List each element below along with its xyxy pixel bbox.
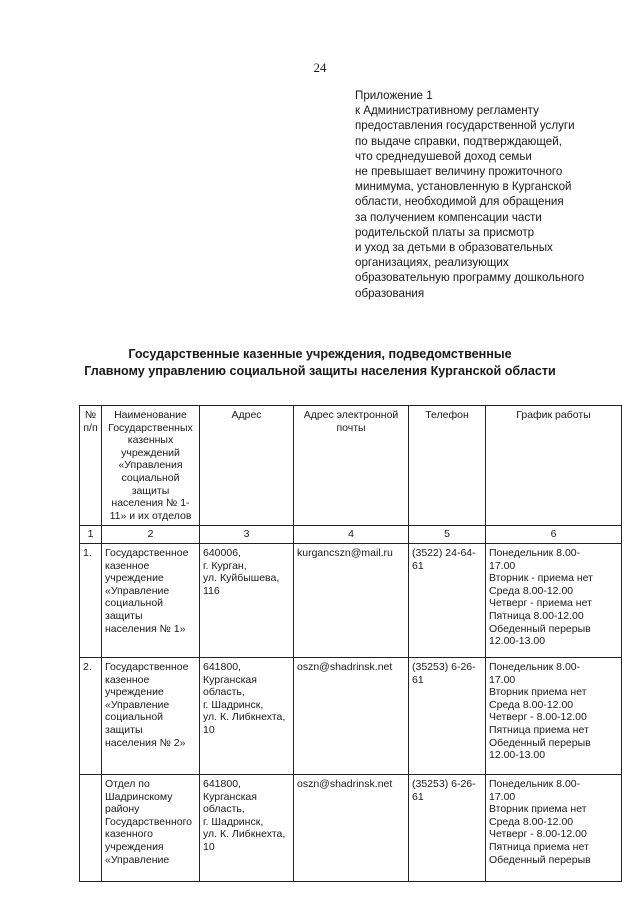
cell-line: Среда 8.00-12.00 xyxy=(489,815,574,828)
cell-line: г. Шадринск, xyxy=(203,815,264,828)
cell-line: Шадринскому xyxy=(105,790,173,803)
cell-line: защиты xyxy=(105,609,143,622)
cell-line: казенное xyxy=(105,559,150,572)
header-address xyxy=(200,406,294,526)
cell-line: Понедельник 8.00- xyxy=(489,777,581,790)
phone-cell xyxy=(409,657,486,774)
header-line: 11» и их отделов xyxy=(109,509,192,522)
appendix-line: минимума, установленную в Курганской xyxy=(355,180,572,194)
appendix-line: организациях, реализующих xyxy=(355,256,509,270)
header-line: социальной xyxy=(121,471,180,484)
cell-line: Пятница 8.00-12.00 xyxy=(489,609,584,622)
appendix-note xyxy=(355,88,625,301)
row-number-cell xyxy=(80,774,102,881)
cell-line: Среда 8.00-12.00 xyxy=(489,584,574,597)
header-line: Государственных xyxy=(108,421,193,434)
offices-table xyxy=(79,405,622,882)
header-line: учреждений xyxy=(121,446,180,459)
cell-line: (35253) 6-26- xyxy=(412,777,476,790)
cell-line: социальной xyxy=(105,711,164,724)
cell-line: Обеденный перерыв xyxy=(489,736,591,749)
cell-line: защиты xyxy=(105,723,143,736)
phone-cell xyxy=(409,774,486,881)
header-line: населения № 1- xyxy=(111,497,190,510)
header-email xyxy=(294,406,409,526)
cell-line: 641800, xyxy=(203,660,241,673)
cell-line: казенного xyxy=(105,828,153,841)
appendix-line: образовательную программу дошкольного xyxy=(355,271,585,285)
appendix-line: не превышает величину прожиточного xyxy=(355,165,563,179)
column-number: 1 xyxy=(80,526,102,544)
cell-line: 17.00 xyxy=(489,673,516,686)
cell-line: населения № 1» xyxy=(105,622,186,635)
cell-line: 116 xyxy=(203,584,220,597)
schedule-cell xyxy=(486,657,622,774)
cell-line: Государственное xyxy=(105,546,189,559)
cell-line: учреждение xyxy=(105,572,164,585)
column-number: 2 xyxy=(102,526,200,544)
column-number: 5 xyxy=(409,526,486,544)
cell-line: Курганская xyxy=(203,673,257,686)
appendix-line: к Административному регламенту xyxy=(355,104,539,118)
appendix-line: родительской платы за присмотр xyxy=(355,225,535,239)
appendix-line: что среднедушевой доход семьи xyxy=(355,149,532,163)
cell-line: социальной xyxy=(105,597,164,610)
institution-name-cell xyxy=(102,657,200,774)
header-line: казенных xyxy=(127,434,174,447)
institution-name-cell xyxy=(102,543,200,657)
table-title-line: Государственные казенные учреждения, подведомственные xyxy=(128,347,512,361)
row-number-cell: 1. xyxy=(80,543,102,657)
column-number: 4 xyxy=(294,526,409,544)
cell-line: (3522) 24-64- xyxy=(412,546,476,559)
email-cell: oszn@shadrinsk.net xyxy=(294,657,409,774)
cell-line: ул. Куйбышева, xyxy=(203,572,280,585)
appendix-line: Приложение 1 xyxy=(355,89,433,102)
header-line: п/п xyxy=(83,421,98,434)
cell-line: 10 xyxy=(203,723,215,736)
column-number: 3 xyxy=(200,526,294,544)
appendix-line: за получением компенсации части xyxy=(355,210,542,224)
cell-line: ул. К. Либкнехта, xyxy=(203,711,286,724)
header-name xyxy=(102,406,200,526)
header-line: «Управления xyxy=(118,459,183,472)
page-number: 24 xyxy=(313,60,327,75)
cell-line: казенное xyxy=(105,673,150,686)
cell-line: Государственное xyxy=(105,660,189,673)
appendix-line: по выдаче справки, подтверждающей, xyxy=(355,134,562,148)
cell-line: 640006, xyxy=(203,546,241,559)
cell-line: 61 xyxy=(412,559,424,572)
cell-line: 17.00 xyxy=(489,790,516,803)
column-number: 6 xyxy=(486,526,622,544)
cell-line: 61 xyxy=(412,673,424,686)
cell-line: Пятница приема нет xyxy=(489,840,589,853)
table-title xyxy=(0,346,640,380)
cell-line: г. Шадринск, xyxy=(203,698,264,711)
cell-line: Вторник приема нет xyxy=(489,803,587,816)
cell-line: району xyxy=(105,803,140,816)
table-row xyxy=(80,774,622,881)
cell-line: 10 xyxy=(203,840,215,853)
appendix-line: и уход за детьми в образовательных xyxy=(355,241,553,255)
cell-line: «Управление xyxy=(105,853,170,866)
schedule-cell xyxy=(486,774,622,881)
header-num xyxy=(80,406,102,526)
table-row xyxy=(80,543,622,657)
header-line: Адрес электронной xyxy=(303,409,399,421)
cell-line: Четверг - приема нет xyxy=(489,597,592,610)
cell-line: Курганская xyxy=(203,790,257,803)
appendix-line: предоставления государственной услуги xyxy=(355,119,575,133)
cell-line: Отдел по xyxy=(105,777,150,790)
column-number-row xyxy=(80,526,622,544)
table-title-line: Главному управлению социальной защиты населения Курганской области xyxy=(84,364,556,378)
header-phone xyxy=(409,406,486,526)
appendix-line: области, необходимой для обращения xyxy=(355,195,564,209)
header-line: Наименование xyxy=(114,409,187,421)
cell-line: Понедельник 8.00- xyxy=(489,546,581,559)
header-line: № xyxy=(84,409,97,421)
email-cell: kurgancszn@mail.ru xyxy=(294,543,409,657)
cell-line: 641800, xyxy=(203,777,241,790)
cell-line: «Управление xyxy=(105,698,170,711)
schedule-cell xyxy=(486,543,622,657)
cell-line: Вторник приема нет xyxy=(489,686,587,699)
header-line: почты xyxy=(336,421,366,434)
header-schedule xyxy=(486,406,622,526)
table-header-row xyxy=(80,406,622,526)
appendix-line: образования xyxy=(355,286,425,300)
cell-line: 12.00-13.00 xyxy=(489,749,546,762)
table-row xyxy=(80,657,622,774)
cell-line: Государственного xyxy=(105,815,193,828)
header-line: Телефон xyxy=(425,409,469,421)
cell-line: Обеденный перерыв xyxy=(489,853,591,866)
header-line: График работы xyxy=(516,409,591,421)
cell-line: учреждение xyxy=(105,686,164,699)
cell-line: область, xyxy=(203,686,245,699)
cell-line: населения № 2» xyxy=(105,736,186,749)
cell-line: Понедельник 8.00- xyxy=(489,660,581,673)
cell-line: 61 xyxy=(412,790,424,803)
address-cell xyxy=(200,543,294,657)
address-cell xyxy=(200,657,294,774)
header-line: Адрес xyxy=(231,409,262,421)
cell-line: (35253) 6-26- xyxy=(412,660,476,673)
address-cell xyxy=(200,774,294,881)
cell-line: 12.00-13.00 xyxy=(489,635,546,648)
email-cell: oszn@shadrinsk.net xyxy=(294,774,409,881)
row-number-cell: 2. xyxy=(80,657,102,774)
cell-line: Четверг - 8.00-12.00 xyxy=(489,828,587,841)
cell-line: Обеденный перерыв xyxy=(489,622,591,635)
institution-name-cell xyxy=(102,774,200,881)
cell-line: Вторник - приема нет xyxy=(489,572,593,585)
cell-line: «Управление xyxy=(105,584,170,597)
cell-line: г. Курган, xyxy=(203,559,247,572)
cell-line: Пятница приема нет xyxy=(489,723,589,736)
cell-line: ул. К. Либкнехта, xyxy=(203,828,286,841)
phone-cell xyxy=(409,543,486,657)
cell-line: Среда 8.00-12.00 xyxy=(489,698,574,711)
cell-line: учреждения xyxy=(105,840,164,853)
cell-line: Четверг - 8.00-12.00 xyxy=(489,711,587,724)
cell-line: область, xyxy=(203,803,245,816)
cell-line: 17.00 xyxy=(489,559,516,572)
header-line: защиты xyxy=(131,484,170,497)
